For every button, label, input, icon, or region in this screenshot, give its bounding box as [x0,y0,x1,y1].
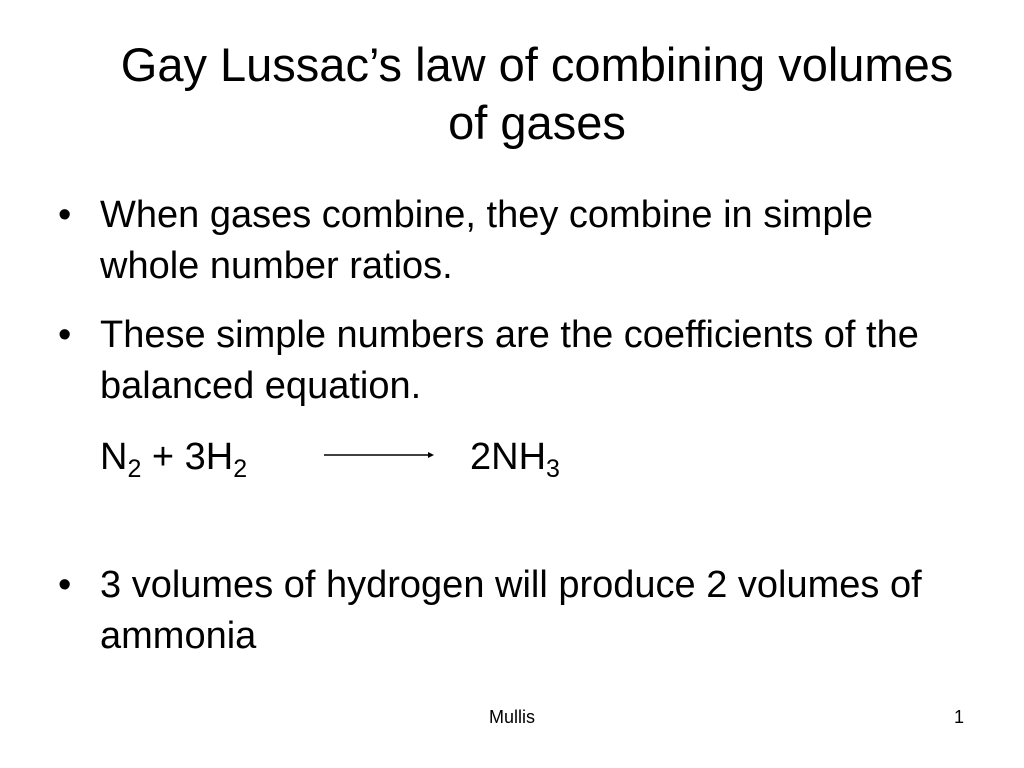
subscript: 3 [546,455,560,483]
equation-reactants [100,432,247,483]
bullet-text: These simple numbers are the coefficients of the balanced equation. [100,314,919,407]
slide-title: Gay Lussac’s law of combining volumes of gases [120,38,954,149]
bullet-symbol: • [58,564,72,606]
subscript: 2 [127,455,142,483]
equation-product [470,432,560,483]
subscript: 2 [233,455,248,483]
bullet-symbol: • [58,314,72,356]
reactant-nitrogen: N [100,436,128,478]
bullet-text: When gases combine, they combine in simple whole number ratios. [100,194,874,287]
footer-author: Mullis [488,707,535,727]
reactant-hydrogen: + 3H [141,436,234,478]
bullet-text: 3 volumes of hydrogen will produce 2 volumes of ammonia [100,564,922,657]
page-number: 1 [953,707,964,727]
reaction-arrow-icon [324,450,434,460]
product-ammonia: 2NH [470,436,547,478]
bullet-symbol: • [58,194,72,236]
